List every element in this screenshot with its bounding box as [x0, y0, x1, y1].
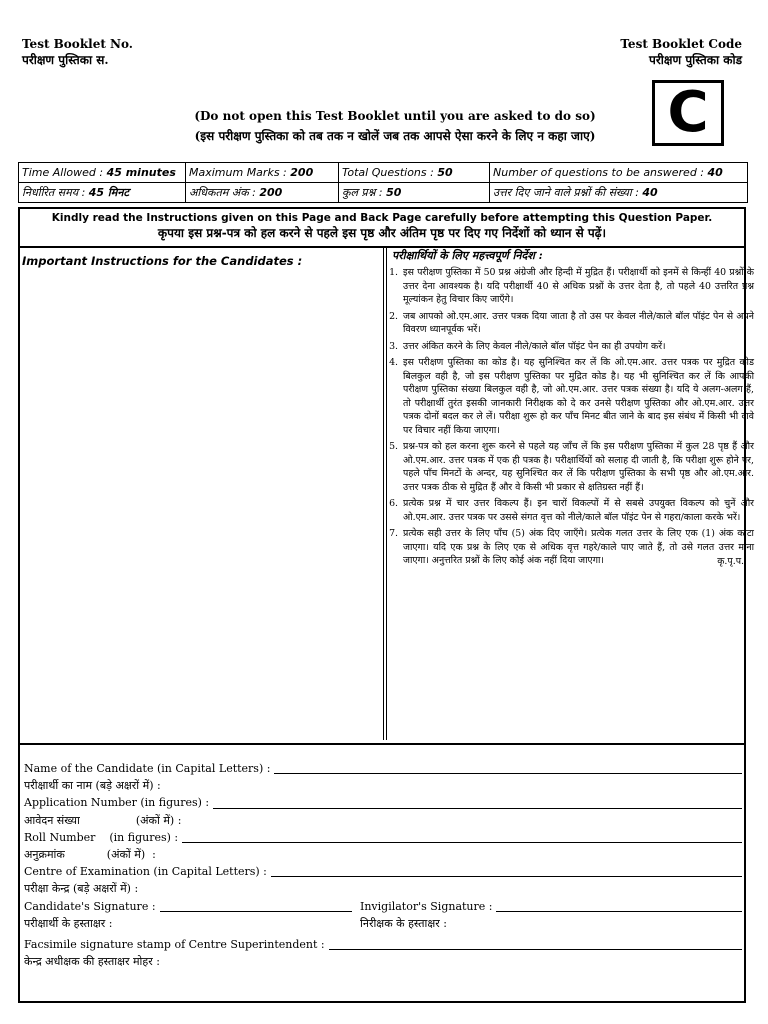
total-questions-cell — [339, 163, 490, 183]
total-questions-value-hi: 50 — [386, 186, 402, 199]
candidate-signature-label-hi: परीक्षार्थी के हस्ताक्षर : — [24, 916, 113, 930]
max-marks-cell-hi — [186, 183, 339, 203]
divider — [18, 246, 746, 248]
instructions-title-en: Important Instructions for the Candidates : — [22, 254, 303, 268]
superintendent-stamp-label: Facsimile signature stamp of Centre Superintendent : — [24, 938, 325, 952]
centre-row — [24, 863, 744, 880]
booklet-number-label-en: Test Booklet No. — [22, 37, 133, 51]
instruction-item-text: प्रत्येक सही उत्तर के लिए पाँच (5) अंक दिए जाएँगे। प्रत्येक गलत उत्तर के लिए एक (1) अंक काटा जाएगा। यदि एक प्रश्न के लिए एक से अधिक वृत्त गहरे/काले पाए जाते हैं, तो उसे गलत उत्तर माना जाएगा। अनुत्तरित प्रश्नों के लिए कोई अंक नहीं दिया जाएगा। — [403, 528, 754, 566]
application-number-row — [24, 794, 744, 811]
instructions-title-hi: परीक्षार्थियों के लिए महत्त्वपूर्ण निर्देश : — [392, 249, 543, 262]
centre-label: Centre of Examination (in Capital Letters) : — [24, 865, 267, 879]
candidate-name-label-hi: परीक्षार्थी का नाम (बड़े अक्षरों में) : — [24, 779, 161, 793]
booklet-number-label — [22, 36, 133, 68]
candidate-signature — [24, 898, 354, 915]
warning-hi: (इस परीक्षण पुस्तिका को तब तक न खोलें जब तक आपसे ऐसा करने के लिए न कहा जाए) — [194, 129, 596, 143]
total-questions-value: 50 — [437, 166, 453, 179]
candidate-name-label: Name of the Candidate (in Capital Letters) : — [24, 762, 271, 775]
questions-to-answer-value: 40 — [707, 166, 723, 179]
application-number-field[interactable] — [213, 807, 742, 809]
questions-to-answer-label-hi: उत्तर दिए जाने वाले प्रश्नों की संख्या : — [493, 186, 643, 199]
please-turn-over: कृ.पृ.प. — [717, 555, 744, 567]
roll-number-label: Roll Number (in figures) : — [24, 830, 179, 844]
max-marks-label-hi: अधिकतम अंक : — [189, 186, 260, 199]
invigilator-signature-field[interactable] — [496, 910, 742, 912]
instruction-item: 2. जब आपको ओ.एम.आर. उत्तर पत्रक दिया जाता है तो उस पर केवल नीले/काले बॉल पॉइंट पेन से अपने विवरण ध्यानपूर्वक भरें। — [401, 310, 754, 337]
max-marks-label: Maximum Marks : — [189, 166, 291, 179]
kindly-read-en: Kindly read the Instructions given on this Page and Back Page carefully before attempting this Question Paper. — [51, 212, 713, 224]
column-divider — [386, 248, 387, 740]
instruction-item — [401, 527, 754, 568]
centre-label-hi: परीक्षा केन्द्र (बड़े अक्षरों में) : — [24, 882, 139, 896]
booklet-code-box: C — [652, 80, 724, 146]
instruction-item: 6. प्रत्येक प्रश्न में चार उत्तर विकल्प हैं। इन चारों विकल्पों में से सबसे उपयुक्त विकल्प को चुनें और ओ.एम.आर. उत्तर पत्रक पर उससे संगत वृत्त को नीले/काले बॉल पॉइंट पेन से गहरा/काला करके भरें। — [401, 497, 754, 524]
exam-info-table — [18, 162, 748, 203]
time-allowed-label: Time Allowed : — [22, 166, 107, 179]
do-not-open-warning — [160, 106, 630, 146]
roll-number-row — [24, 829, 744, 846]
superintendent-stamp-field[interactable] — [329, 948, 742, 950]
instruction-item: 4. इस परीक्षण पुस्तिका का कोड है। यह सुनिश्चित कर लें कि ओ.एम.आर. उत्तर पत्रक पर मुद्रित कोड बिलकुल वही है, जो इस परीक्षण पुस्तिका पर मुद्रित कोड है। यह भी सुनिश्चित कर लें कि आपकी परीक्षण पुस्तिका संख्या बिलकुल वही है, जो ओ.एम.आर. उत्तर पत्रक संख्या है। यदि ये अलग-अलग हैं, तो परीक्षार्थी तुरंत इसकी जानकारी निरीक्षक को दे कर उनसे परीक्षण पुस्तिका और ओ.एम.आर. उत्तर पत्रक दोनों बदल कर ले लें। परीक्षा शुरू हो कर पाँच मिनट बीत जाने के बाद इस संबंध में किसी भी दावे पर विचार नहीं किया जाएगा। — [401, 356, 754, 437]
divider — [18, 743, 746, 745]
roll-number-label-hi: अनुक्रमांक (अंकों में) : — [24, 848, 156, 862]
questions-to-answer-label: Number of questions to be answered : — [493, 166, 708, 179]
max-marks-value: 200 — [290, 166, 314, 179]
candidate-details-form — [24, 760, 744, 970]
booklet-code-label-hi: परीक्षण पुस्तिका कोड — [649, 53, 742, 67]
time-allowed-label-hi: निर्धारित समय : — [22, 186, 89, 199]
exam-info-row-en — [19, 163, 748, 183]
invigilator-signature-label-hi: निरीक्षक के हस्ताक्षर : — [360, 916, 447, 930]
time-allowed-value: 45 minutes — [106, 166, 176, 179]
instruction-item: 5. प्रश्न-पत्र को हल करना शुरू करने से पहले यह जाँच लें कि इस परीक्षण पुस्तिका में कुल 28 पृष्ठ हैं और ओ.एम.आर. उत्तर पत्रक में एक ही पत्रक है। परीक्षार्थियों को सलाह दी जाती है, कि परीक्षा शुरू होने पर, पहले पाँच मिनटों के अन्दर, यह सुनिश्चित कर लें कि परीक्षण पुस्तिका के सभी पृष्ठ और ओ.एम.आर. उत्तर पत्रक ठीक से मुद्रित हैं और वे किसी भी प्रकार से क्षतिग्रस्त नहीं हैं। — [401, 440, 754, 494]
time-allowed-cell-hi — [19, 183, 186, 203]
column-divider — [383, 248, 384, 740]
total-questions-label: Total Questions : — [342, 166, 438, 179]
signatures-row — [24, 898, 744, 915]
instruction-item: 3. उत्तर अंकित करने के लिए केवल नीले/काले बॉल पॉइंट पेन का ही उपयोग करें। — [401, 340, 754, 354]
candidate-signature-field[interactable] — [160, 910, 352, 912]
candidate-name-row — [24, 760, 744, 777]
superintendent-stamp-label-hi: केन्द्र अधीक्षक की हस्ताक्षर मोहर : — [24, 955, 160, 969]
questions-to-answer-value-hi: 40 — [642, 186, 658, 199]
signatures-row-hi — [24, 915, 744, 932]
max-marks-value-hi: 200 — [259, 186, 283, 199]
invigilator-signature — [354, 898, 744, 915]
booklet-number-label-hi: परीक्षण पुस्तिका स. — [22, 53, 109, 67]
total-questions-label-hi: कुल प्रश्न : — [342, 186, 387, 199]
superintendent-stamp-row — [24, 936, 744, 953]
max-marks-cell — [186, 163, 339, 183]
centre-field[interactable] — [271, 875, 742, 877]
application-number-label-hi: आवेदन संख्या (अंकों में) : — [24, 813, 182, 827]
time-allowed-cell — [19, 163, 186, 183]
warning-en: (Do not open this Test Booklet until you are asked to do so) — [194, 109, 596, 123]
kindly-read-hi: कृपया इस प्रश्न-पत्र को हल करने से पहले इस पृष्ठ और अंतिम पृष्ठ पर दिए गए निर्देशों को ध्यान से पढ़ें। — [157, 226, 607, 240]
invigilator-signature-label: Invigilator's Signature : — [360, 899, 493, 913]
candidate-name-field[interactable] — [274, 772, 742, 774]
time-allowed-value-hi: 45 मिनट — [88, 186, 129, 199]
candidate-signature-label: Candidate's Signature : — [24, 899, 156, 913]
instruction-item: 1. इस परीक्षण पुस्तिका में 50 प्रश्न अंग्रेजी और हिन्दी में मुद्रित हैं। परीक्षार्थी को इनमें से किन्हीं 40 प्रश्नों के उत्तर देना आवश्यक है। यदि परीक्षार्थी 40 से अधिक प्रश्नों के उत्तर देता है, तो पहले 40 उत्तरित प्रश्न मूल्यांकन हेतु विचार किए जाएँगे। — [401, 266, 754, 307]
roll-number-field[interactable] — [182, 841, 742, 843]
questions-to-answer-cell-hi — [490, 183, 748, 203]
questions-to-answer-cell — [490, 163, 748, 183]
total-questions-cell-hi — [339, 183, 490, 203]
booklet-code-label-en: Test Booklet Code — [620, 37, 742, 51]
booklet-code-label — [620, 36, 742, 68]
application-number-label: Application Number (in figures) : — [24, 796, 210, 810]
instructions-list-hi — [389, 266, 754, 571]
kindly-read-notice — [20, 211, 744, 241]
exam-info-row-hi — [19, 183, 748, 203]
